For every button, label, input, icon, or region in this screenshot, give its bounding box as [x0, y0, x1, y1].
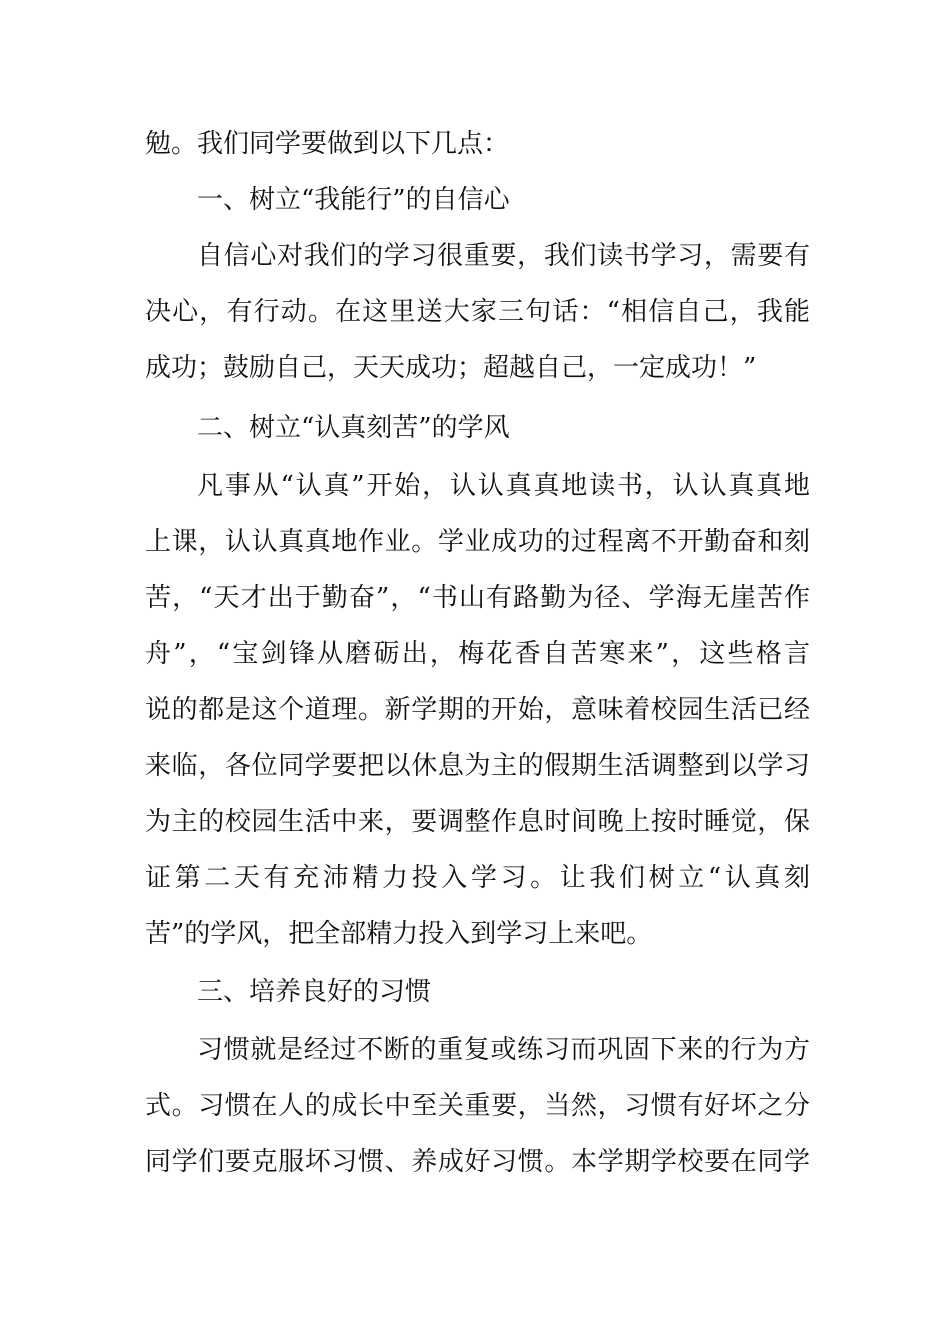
- section-heading-1: 一、树立“我能行”的自信心: [197, 185, 510, 215]
- text-line: 习惯就是经过不断的重复或练习而巩固下来的行为方: [197, 1035, 810, 1065]
- text-line: 为主的校园生活中来，要调整作息时间晚上按时睡觉，保: [145, 807, 810, 837]
- text-line: 证第二天有充沛精力投入学习。让我们树立“认真刻: [145, 863, 810, 893]
- text-line: 上课，认认真真地作业。学业成功的过程离不开勤奋和刻: [145, 527, 810, 557]
- text-line: 成功；鼓励自己，天天成功；超越自己，一定成功！”: [145, 353, 757, 383]
- text-line: 决心，有行动。在这里送大家三句话：“相信自己，我能: [145, 297, 810, 327]
- text-line: 苦”的学风，把全部精力投入到学习上来吧。: [145, 919, 653, 949]
- text-line: 式。习惯在人的成长中至关重要，当然，习惯有好坏之分: [145, 1091, 810, 1121]
- text-line: 自信心对我们的学习很重要，我们读书学习，需要有: [197, 241, 810, 271]
- text-line: 同学们要克服坏习惯、养成好习惯。本学期学校要在同学: [145, 1147, 810, 1177]
- text-line: 来临，各位同学要把以休息为主的假期生活调整到以学习: [145, 751, 810, 781]
- text-line: 舟”，“宝剑锋从磨砺出，梅花香自苦寒来”，这些格言: [145, 639, 810, 669]
- text-line: 凡事从“认真”开始，认认真真地读书，认认真真地: [197, 471, 810, 501]
- text-line: 苦，“天才出于勤奋”，“书山有路勤为径、学海无崖苦作: [145, 583, 810, 613]
- text-line: 勉。我们同学要做到以下几点：: [145, 129, 510, 159]
- section-heading-3: 三、培养良好的习惯: [197, 977, 432, 1007]
- section-heading-2: 二、树立“认真刻苦”的学风: [197, 413, 510, 443]
- text-line: 说的都是这个道理。新学期的开始，意味着校园生活已经: [145, 695, 810, 725]
